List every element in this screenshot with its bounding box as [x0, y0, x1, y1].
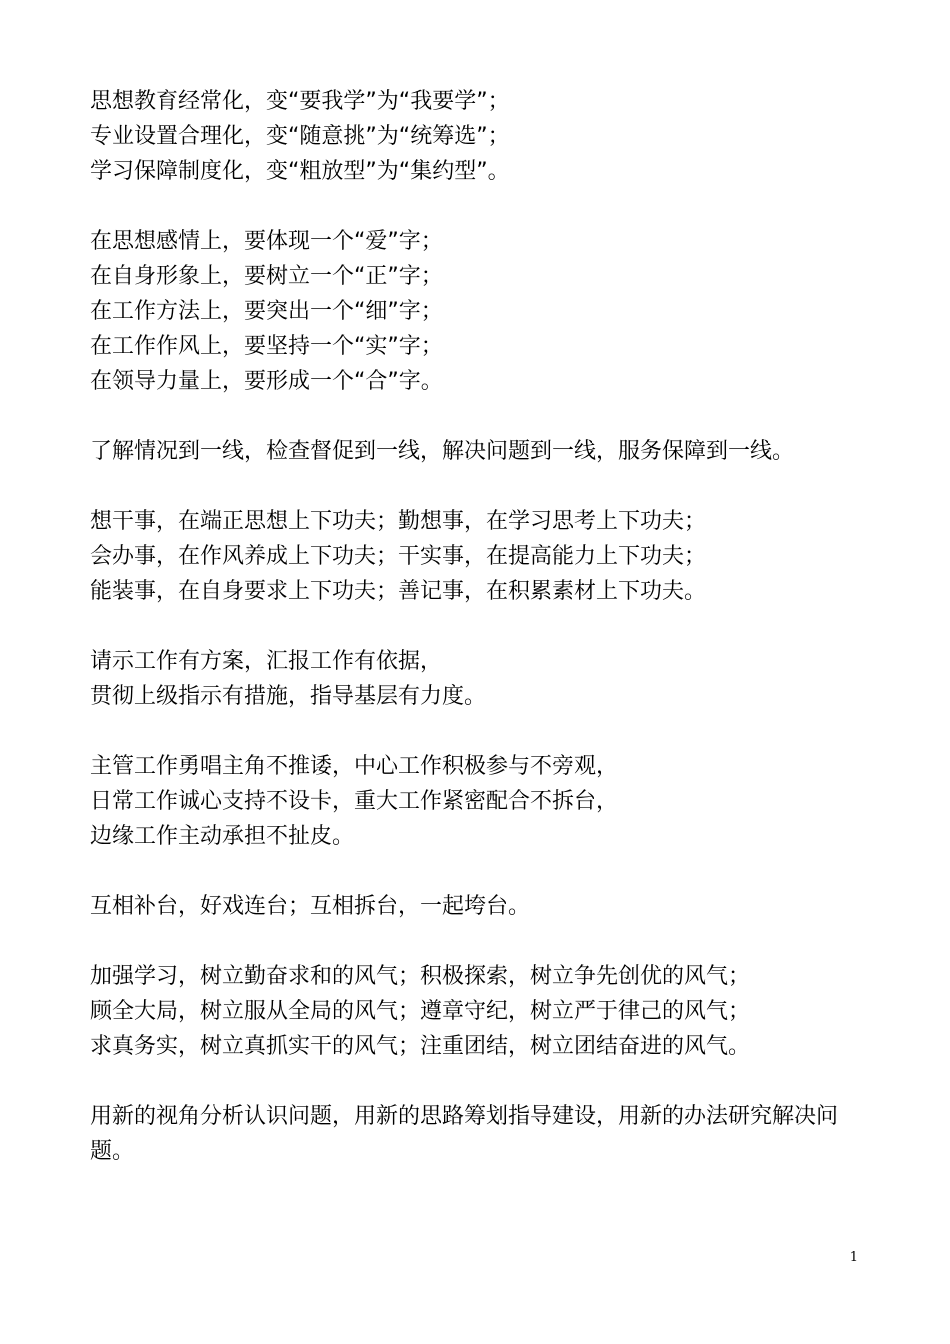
paragraph-5 [90, 644, 870, 714]
text-line: 题。 [90, 1139, 135, 1164]
text-line: 日常工作诚心支持不设卡，重大工作紧密配合不拆台， [90, 789, 619, 814]
text-line: 能装事，在自身要求上下功夫；善记事，在积累素材上下功夫。 [90, 579, 707, 604]
text-line: 求真务实，树立真抓实干的风气；注重团结，树立团结奋进的风气。 [90, 1034, 751, 1059]
text-line: 顾全大局，树立服从全局的风气；遵章守纪，树立严于律己的风气； [90, 999, 751, 1024]
paragraph-2 [90, 224, 870, 399]
text-line: 加强学习，树立勤奋求和的风气；积极探索，树立争先创优的风气； [90, 964, 751, 989]
text-line: 主管工作勇唱主角不推诿，中心工作积极参与不旁观， [90, 754, 619, 779]
paragraph-8 [90, 959, 870, 1064]
text-line: 专业设置合理化，变“随意挑”为“统筹选”； [90, 124, 510, 149]
text-line: 思想教育经常化，变“要我学”为“我要学”； [90, 89, 510, 114]
text-line: 贯彻上级指示有措施，指导基层有力度。 [90, 684, 487, 709]
text-line: 在领导力量上，要形成一个“合”字。 [90, 369, 443, 394]
text-line: 了解情况到一线，检查督促到一线，解决问题到一线，服务保障到一线。 [90, 439, 795, 464]
document-body [90, 84, 870, 1204]
text-line: 在自身形象上，要树立一个“正”字； [90, 264, 443, 289]
paragraph-4 [90, 504, 870, 609]
paragraph-1 [90, 84, 870, 189]
text-line: 请示工作有方案，汇报工作有依据， [90, 649, 443, 674]
paragraph-9 [90, 1099, 870, 1169]
paragraph-7 [90, 889, 870, 924]
text-line: 互相补台，好戏连台；互相拆台，一起垮台。 [90, 894, 531, 919]
text-line: 会办事，在作风养成上下功夫；干实事，在提高能力上下功夫； [90, 544, 707, 569]
text-line: 想干事，在端正思想上下功夫；勤想事，在学习思考上下功夫； [90, 509, 707, 534]
text-line: 在工作作风上，要坚持一个“实”字； [90, 334, 443, 359]
text-line: 在思想感情上，要体现一个“爱”字； [90, 229, 443, 254]
text-line: 在工作方法上，要突出一个“细”字； [90, 299, 443, 324]
paragraph-3 [90, 434, 870, 469]
page-number: 1 [849, 1250, 858, 1265]
text-line: 学习保障制度化，变“粗放型”为“集约型”。 [90, 159, 510, 184]
paragraph-6 [90, 749, 870, 854]
text-line: 用新的视角分析认识问题，用新的思路筹划指导建设，用新的办法研究解决问 [90, 1104, 839, 1129]
text-line: 边缘工作主动承担不扯皮。 [90, 824, 355, 849]
